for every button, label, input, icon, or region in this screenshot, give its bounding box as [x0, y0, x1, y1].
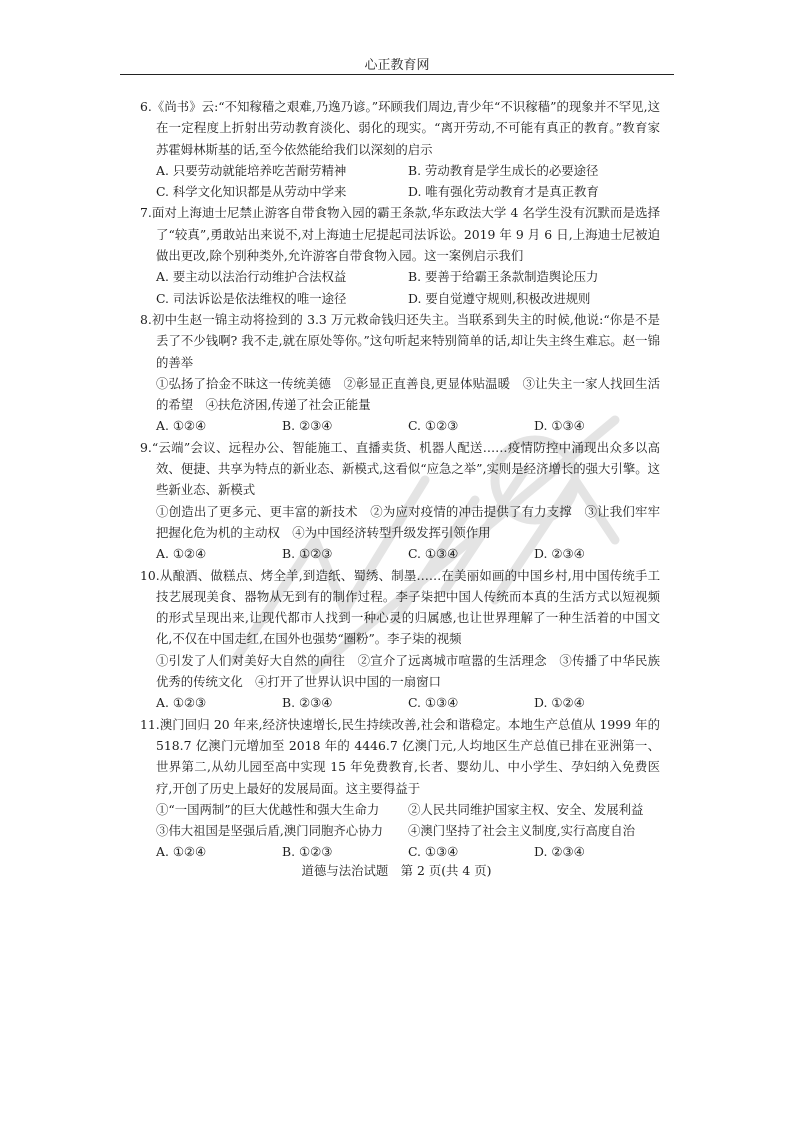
- statement-list: ①引发了人们对美好大自然的向往 ②宣介了远离城市喧嚣的生活理念 ③传播了中华民族优秀的传统文化 ④打开了世界认识中国的一扇窗口: [156, 652, 660, 690]
- statement-item: ③伟大祖国是坚强后盾,澳门同胞齐心协力: [156, 823, 383, 839]
- question-stem: [140, 714, 660, 799]
- option-b: B. 劳动教育是学生成长的必要途径: [408, 162, 599, 178]
- option-c: C. ①②③: [408, 418, 459, 434]
- question-text: 澳门回归 20 年来,经济快速增长,民生持续改善,社会和谐稳定。本地生产总值从 1999 年的 518.7 亿澳门元增加至 2018 年的 4446.7 亿澳门元,人均地区生产总值已排在亚洲第一、世界第二,从幼儿园至高中实现 15 年免费教育,长者、婴幼儿、中小学生、孕妇纳入免费医疗,开创了历史上最好的发展局面。这主要得益于: [156, 716, 660, 796]
- option-a: A. 要主动以法治行动维护合法权益: [156, 269, 347, 285]
- statement-list: ①弘扬了拾金不昧这一传统美德 ②彰显正直善良,更显体贴温暖 ③让失主一家人找回生活的希望 ④扶危济困,传递了社会正能量: [156, 375, 660, 413]
- option-b: B. ①②③: [282, 546, 333, 562]
- statement-item: ①“一国两制”的巨大优越性和强大生命力: [156, 801, 380, 817]
- question-text: 面对上海迪士尼禁止游客自带食物入园的霸王条款,华东政法大学 4 名学生没有沉默而是选择了“较真”,勇敢站出来说不,对上海迪士尼提起司法诉讼。2019 年 9 月 6 日,上海迪士尼被迫做出更改,除个别种类外,允许游客自带食物入园。这一案例启示我们: [151, 205, 660, 264]
- option-a: A. ①②③: [156, 695, 207, 711]
- option-d: D. 唯有强化劳动教育才是真正教育: [408, 184, 599, 200]
- question-stem: [140, 202, 660, 266]
- option-d: D. ①②④: [534, 695, 585, 711]
- question-text: 《尚书》云:“不知稼穑之艰难,乃逸乃谚。”环顾我们周边,青少年“不识稼穑”的现象并不罕见,这在一定程度上折射出劳动教育淡化、弱化的现实。“离开劳动,不可能有真正的教育。”教育家苏霍姆林斯基的话,至今依然能给我们以深刻的启示: [151, 99, 660, 157]
- page-header: [120, 58, 674, 74]
- option-d: D. ①③④: [534, 418, 585, 434]
- question-number: 7.: [140, 205, 152, 221]
- header-divider: [120, 74, 674, 75]
- options: [140, 160, 660, 203]
- question-text: 初中生赵一锦主动将捡到的 3.3 万元救命钱归还失主。当联系到失主的时候,他说:“你是不是丢了不少钱啊? 我不走,就在原处等你。”这句听起来特别简单的话,却让失主终生难忘。赵一锦的善举: [151, 311, 660, 370]
- question-8: [140, 309, 660, 437]
- option-b: B. 要善于给霸王条款制造舆论压力: [408, 269, 599, 285]
- statement-list: ①创造出了更多元、更丰富的新技术 ②为应对疫情的冲击提供了有力支撑 ③让我们牢牢把握化危为机的主动权 ④为中国经济转型升级发挥引领作用: [156, 503, 660, 540]
- question-11: [140, 714, 660, 863]
- option-a: A. ①②④: [156, 546, 207, 562]
- question-stem: [140, 309, 660, 373]
- option-c: C. 司法诉讼是依法维权的唯一途径: [156, 290, 347, 306]
- option-b: B. ②③④: [282, 695, 333, 711]
- statement-item: ②人民共同维护国家主权、安全、发展利益: [408, 801, 644, 817]
- question-number: 9.: [140, 439, 152, 455]
- question-text: “云端”会议、远程办公、智能施工、直播卖货、机器人配送……疫情防控中涌现出众多以高效、便捷、共享为特点的新业态、新模式,这看似“应急之举”,实则是经济增长的强大引擎。这些新业态、新模式: [151, 439, 660, 498]
- statement-list: [140, 799, 660, 842]
- options: [140, 543, 660, 564]
- question-6: [140, 96, 660, 202]
- option-c: C. 科学文化知识都是从劳动中学来: [156, 184, 347, 200]
- question-number: 8.: [140, 311, 152, 327]
- question-9: [140, 437, 660, 565]
- options: [140, 415, 660, 436]
- question-number: 10.: [140, 567, 160, 583]
- option-a: A. ①②④: [156, 844, 207, 860]
- options: [140, 692, 660, 713]
- option-a: A. ①②④: [156, 418, 207, 434]
- option-c: C. ①③④: [408, 695, 459, 711]
- option-d: D. ②③④: [534, 844, 585, 860]
- option-b: B. ②③④: [282, 418, 333, 434]
- statement-item: ④澳门坚持了社会主义制度,实行高度自治: [408, 823, 635, 839]
- option-d: D. 要自觉遵守规则,积极改进规则: [408, 290, 591, 306]
- option-a: A. 只要劳动就能培养吃苦耐劳精神: [156, 162, 347, 178]
- options: [140, 266, 660, 309]
- question-text: 从酿酒、做糕点、烤全羊,到造纸、蜀绣、制墨……在美丽如画的中国乡村,用中国传统手工技艺展现美食、器物从无到有的制作过程。李子柒把中国人传统而本真的生活方式以短视频的形式呈现出来,让现代都市人找到一种心灵的归属感,也让世界理解了一种生活着的中国文化,不仅在中国走红,在国外也强势“圈粉”。李子柒的视频: [156, 567, 660, 647]
- option-b: B. ①②③: [282, 844, 333, 860]
- question-number: 6.: [140, 99, 152, 114]
- option-c: C. ①③④: [408, 844, 459, 860]
- question-stem: [140, 565, 660, 650]
- site-name: 心正教育网: [364, 58, 430, 73]
- option-d: D. ②③④: [534, 546, 585, 562]
- question-stem: [140, 437, 660, 501]
- question-number: 11.: [140, 716, 160, 732]
- question-list: [140, 96, 660, 863]
- question-stem: [140, 96, 660, 160]
- page-footer: [0, 862, 793, 880]
- options: [140, 841, 660, 862]
- option-c: C. ①③④: [408, 546, 459, 562]
- page-number-text: 道德与法治试题 第 2 页(共 4 页): [301, 863, 492, 878]
- question-7: [140, 202, 660, 308]
- question-10: [140, 565, 660, 714]
